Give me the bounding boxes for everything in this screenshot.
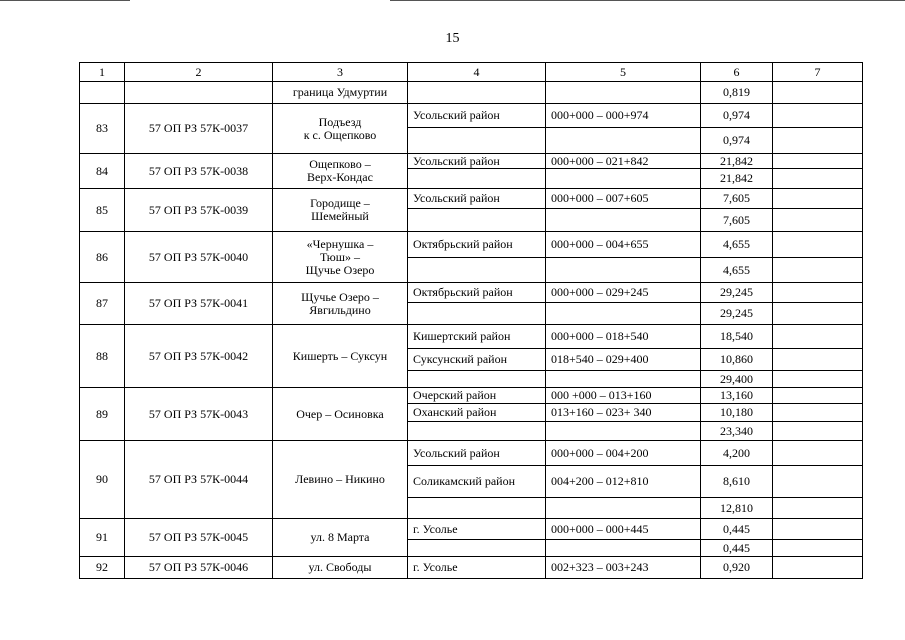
cell-length: 7,605 [701, 209, 773, 232]
roads-table-body [80, 63, 863, 579]
cell-code: 57 ОП РЗ 57К-0046 [125, 557, 273, 579]
cell-km [546, 498, 701, 519]
cell-code: 57 ОП РЗ 57К-0044 [125, 441, 273, 519]
cell-length: 4,200 [701, 441, 773, 466]
header-cell: 3 [273, 63, 408, 82]
cell-district: Очерский район [408, 388, 546, 404]
cell-number: 88 [80, 325, 125, 388]
cell-district [408, 371, 546, 388]
cell-note [773, 189, 863, 209]
cell-km [546, 422, 701, 441]
cell-road-name: граница Удмуртии [273, 82, 408, 104]
table-row [80, 104, 863, 128]
cell-district [408, 258, 546, 283]
cell-number: 85 [80, 189, 125, 232]
cell-note [773, 388, 863, 404]
cell-km: 000+000 – 004+200 [546, 441, 701, 466]
table-row [80, 441, 863, 466]
cell-km [546, 169, 701, 189]
table-row [80, 557, 863, 579]
header-cell: 6 [701, 63, 773, 82]
cell-district [408, 82, 546, 104]
page-number: 15 [445, 31, 460, 46]
cell-note [773, 422, 863, 441]
cell-district [408, 422, 546, 441]
cell-km [546, 540, 701, 557]
cell-district: Усольский район [408, 441, 546, 466]
cell-length: 29,400 [701, 371, 773, 388]
cell-district: Суксунский район [408, 349, 546, 371]
cell-number: 83 [80, 104, 125, 154]
cell-road-name: Ощепково – Верх-Кондас [273, 154, 408, 189]
cell-length: 0,819 [701, 82, 773, 104]
cell-number: 86 [80, 232, 125, 283]
cell-km: 000+000 – 004+655 [546, 232, 701, 258]
cell-road-name: Очер – Осиновка [273, 388, 408, 441]
header-cell: 4 [408, 63, 546, 82]
cell-district [408, 209, 546, 232]
cell-code: 57 ОП РЗ 57К-0040 [125, 232, 273, 283]
cell-note [773, 258, 863, 283]
cell-code: 57 ОП РЗ 57К-0043 [125, 388, 273, 441]
cell-district: Усольский район [408, 154, 546, 169]
cell-km [546, 303, 701, 325]
cell-km [546, 82, 701, 104]
cell-length: 4,655 [701, 232, 773, 258]
cell-length: 8,610 [701, 466, 773, 498]
cell-road-name: Левино – Никино [273, 441, 408, 519]
cell-km: 002+323 – 003+243 [546, 557, 701, 579]
cell-district [408, 303, 546, 325]
cell-code: 57 ОП РЗ 57К-0045 [125, 519, 273, 557]
cell-number: 90 [80, 441, 125, 519]
cell-number: 84 [80, 154, 125, 189]
cell-number: 92 [80, 557, 125, 579]
header-cell: 7 [773, 63, 863, 82]
cell-km: 000+000 – 018+540 [546, 325, 701, 349]
cell-district: Октябрьский район [408, 283, 546, 303]
header-row [80, 63, 863, 82]
cell-district: Кишертский район [408, 325, 546, 349]
cell-length: 18,540 [701, 325, 773, 349]
cell-road-name: Городище – Шемейный [273, 189, 408, 232]
cell-length: 0,974 [701, 128, 773, 154]
cell-length: 23,340 [701, 422, 773, 441]
header-cell: 5 [546, 63, 701, 82]
cell-km [546, 209, 701, 232]
table-row [80, 519, 863, 540]
cell-note [773, 349, 863, 371]
cell-note [773, 154, 863, 169]
cell-length: 0,974 [701, 104, 773, 128]
cell-length: 0,445 [701, 540, 773, 557]
cell-number: 89 [80, 388, 125, 441]
cell-road-name: ул. 8 Марта [273, 519, 408, 557]
cell-note [773, 557, 863, 579]
cell-km [546, 258, 701, 283]
cell-length: 7,605 [701, 189, 773, 209]
table-row [80, 325, 863, 349]
cell-length: 4,655 [701, 258, 773, 283]
continuation-row [80, 82, 863, 104]
cell-code: 57 ОП РЗ 57К-0039 [125, 189, 273, 232]
cell-length: 21,842 [701, 154, 773, 169]
cell-district [408, 169, 546, 189]
cell-number: 91 [80, 519, 125, 557]
cell-number: 87 [80, 283, 125, 325]
cell-note [773, 169, 863, 189]
cell-road-name: «Чернушка – Тюш» – Щучье Озеро [273, 232, 408, 283]
cell-note [773, 371, 863, 388]
cell-district: Октябрьский район [408, 232, 546, 258]
cell-note [773, 325, 863, 349]
cell-km: 004+200 – 012+810 [546, 466, 701, 498]
cell-note [773, 540, 863, 557]
scan-edge-line-left [0, 0, 130, 1]
cell-length: 21,842 [701, 169, 773, 189]
cell-length: 0,920 [701, 557, 773, 579]
cell-note [773, 104, 863, 128]
cell-length: 10,860 [701, 349, 773, 371]
cell-code: 57 ОП РЗ 57К-0041 [125, 283, 273, 325]
cell-note [773, 303, 863, 325]
cell-note [773, 441, 863, 466]
scan-edge-line-right [390, 0, 905, 1]
cell-note [773, 498, 863, 519]
cell-road-name: ул. Свободы [273, 557, 408, 579]
cell-length: 10,180 [701, 404, 773, 422]
cell-code: 57 ОП РЗ 57К-0042 [125, 325, 273, 388]
cell-km: 018+540 – 029+400 [546, 349, 701, 371]
cell-district [408, 128, 546, 154]
table-row [80, 232, 863, 258]
cell-note [773, 404, 863, 422]
cell-length: 0,445 [701, 519, 773, 540]
header-cell: 1 [80, 63, 125, 82]
roads-table [79, 62, 863, 579]
cell-district: Оханский район [408, 404, 546, 422]
cell-district [408, 498, 546, 519]
cell-code [125, 82, 273, 104]
cell-road-name: Щучье Озеро – Явгильдино [273, 283, 408, 325]
cell-district: Соликамский район [408, 466, 546, 498]
table-row [80, 154, 863, 169]
cell-code: 57 ОП РЗ 57К-0037 [125, 104, 273, 154]
cell-km [546, 128, 701, 154]
cell-length: 13,160 [701, 388, 773, 404]
cell-km: 013+160 – 023+ 340 [546, 404, 701, 422]
cell-number [80, 82, 125, 104]
cell-km [546, 371, 701, 388]
cell-km: 000+000 – 021+842 [546, 154, 701, 169]
cell-note [773, 466, 863, 498]
cell-district [408, 540, 546, 557]
cell-note [773, 519, 863, 540]
cell-code: 57 ОП РЗ 57К-0038 [125, 154, 273, 189]
cell-length: 12,810 [701, 498, 773, 519]
cell-km: 000+000 – 000+445 [546, 519, 701, 540]
cell-km: 000 +000 – 013+160 [546, 388, 701, 404]
header-cell: 2 [125, 63, 273, 82]
cell-district: Усольский район [408, 104, 546, 128]
cell-district: Усольский район [408, 189, 546, 209]
cell-length: 29,245 [701, 283, 773, 303]
table-row [80, 189, 863, 209]
cell-km: 000+000 – 007+605 [546, 189, 701, 209]
cell-note [773, 209, 863, 232]
cell-note [773, 128, 863, 154]
cell-road-name: Кишерть – Суксун [273, 325, 408, 388]
table-row [80, 388, 863, 404]
cell-km: 000+000 – 000+974 [546, 104, 701, 128]
table-row [80, 283, 863, 303]
cell-note [773, 283, 863, 303]
cell-km: 000+000 – 029+245 [546, 283, 701, 303]
cell-length: 29,245 [701, 303, 773, 325]
cell-district: г. Усолье [408, 519, 546, 540]
cell-note [773, 82, 863, 104]
cell-note [773, 232, 863, 258]
cell-district: г. Усолье [408, 557, 546, 579]
cell-road-name: Подъезд к с. Ощепково [273, 104, 408, 154]
